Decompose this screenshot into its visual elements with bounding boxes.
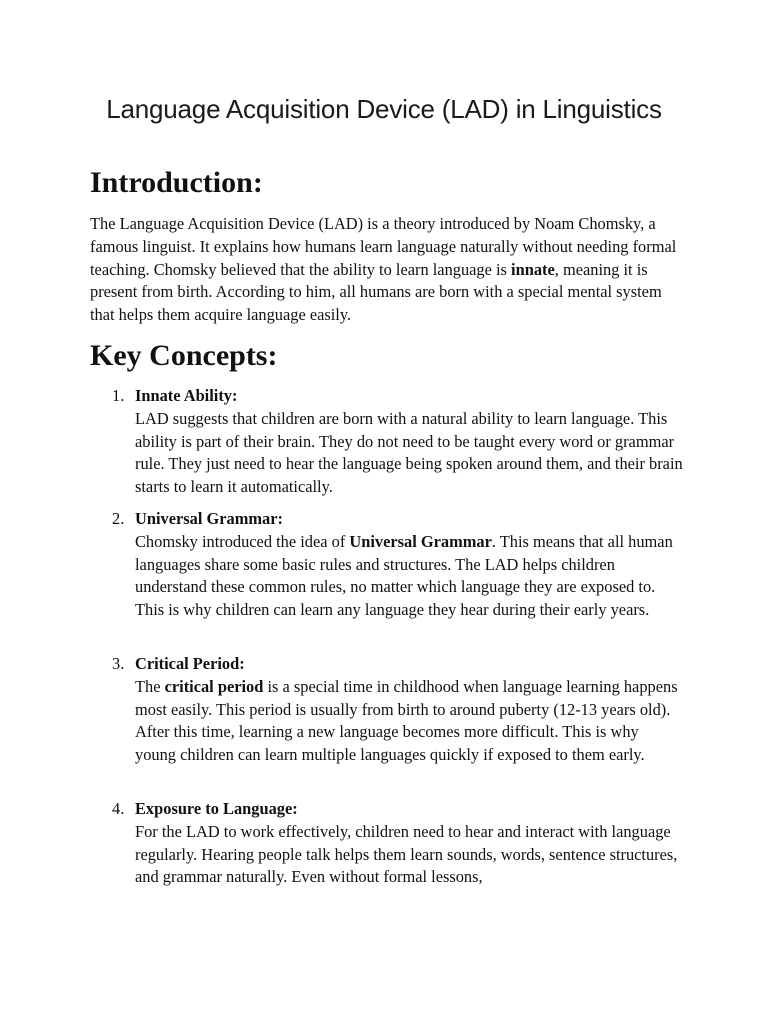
concept-title: Universal Grammar: (135, 509, 283, 528)
concept-body (135, 385, 683, 499)
concept-text-part-1: Chomsky introduced the idea of (135, 531, 350, 551)
concept-text: For the LAD to work effectively, children need to hear and interact with language regularly. Hearing people talk helps them learn sounds, words, sentence structures, and grammar naturally. Even without formal lessons, (135, 821, 678, 887)
concept-body (135, 798, 683, 889)
concept-emphasis: critical period (164, 676, 264, 696)
concept-number: 4. (112, 799, 125, 818)
concept-text-part-1: The (135, 676, 165, 696)
concept-body (135, 653, 683, 767)
introduction-heading: Introduction: (90, 166, 263, 199)
concept-text: LAD suggests that children are born with a natural ability to learn language. This ability is part of their brain. They do not need to be taught every word or grammar rule. They just need to hear the language being spoken around them, and their brain starts to learn it automatically. (135, 408, 683, 497)
key-concepts-heading: Key Concepts: (90, 339, 278, 372)
concept-title: Critical Period: (135, 654, 245, 673)
concept-emphasis: Universal Grammar (349, 531, 492, 551)
concept-number: 2. (112, 509, 125, 528)
concept-title: Exposure to Language: (135, 799, 298, 818)
concept-number: 1. (112, 386, 125, 405)
concept-body (135, 508, 683, 622)
concept-text-part-2: . This means that all human languages share some basic rules and structures. The LAD helps children understand these common rules, no matter which language they are exposed to. This is why children can learn any language they hear during their early years. (135, 531, 673, 620)
introduction-text-part-2: , meaning it is present from birth. According to him, all humans are born with a special mental system that helps them acquire language easily. (90, 259, 662, 325)
introduction-emphasis-innate: innate (511, 259, 555, 279)
concept-text-part-2: is a special time in childhood when language learning happens most easily. This period is usually from birth to around puberty (12-13 years old). After this time, learning a new language becomes more difficult. This is why young children can learn multiple languages quickly if exposed to them early. (135, 676, 678, 765)
document-title: Language Acquisition Device (LAD) in Linguistics (106, 94, 662, 124)
introduction-paragraph (90, 213, 680, 327)
introduction-text-part-1: The Language Acquisition Device (LAD) is a theory introduced by Noam Chomsky, a famous linguist. It explains how humans learn language naturally without needing formal teaching. Chomsky believed that the ability to learn language is (90, 214, 677, 279)
concept-number: 3. (112, 654, 125, 673)
concept-title: Innate Ability: (135, 386, 238, 405)
